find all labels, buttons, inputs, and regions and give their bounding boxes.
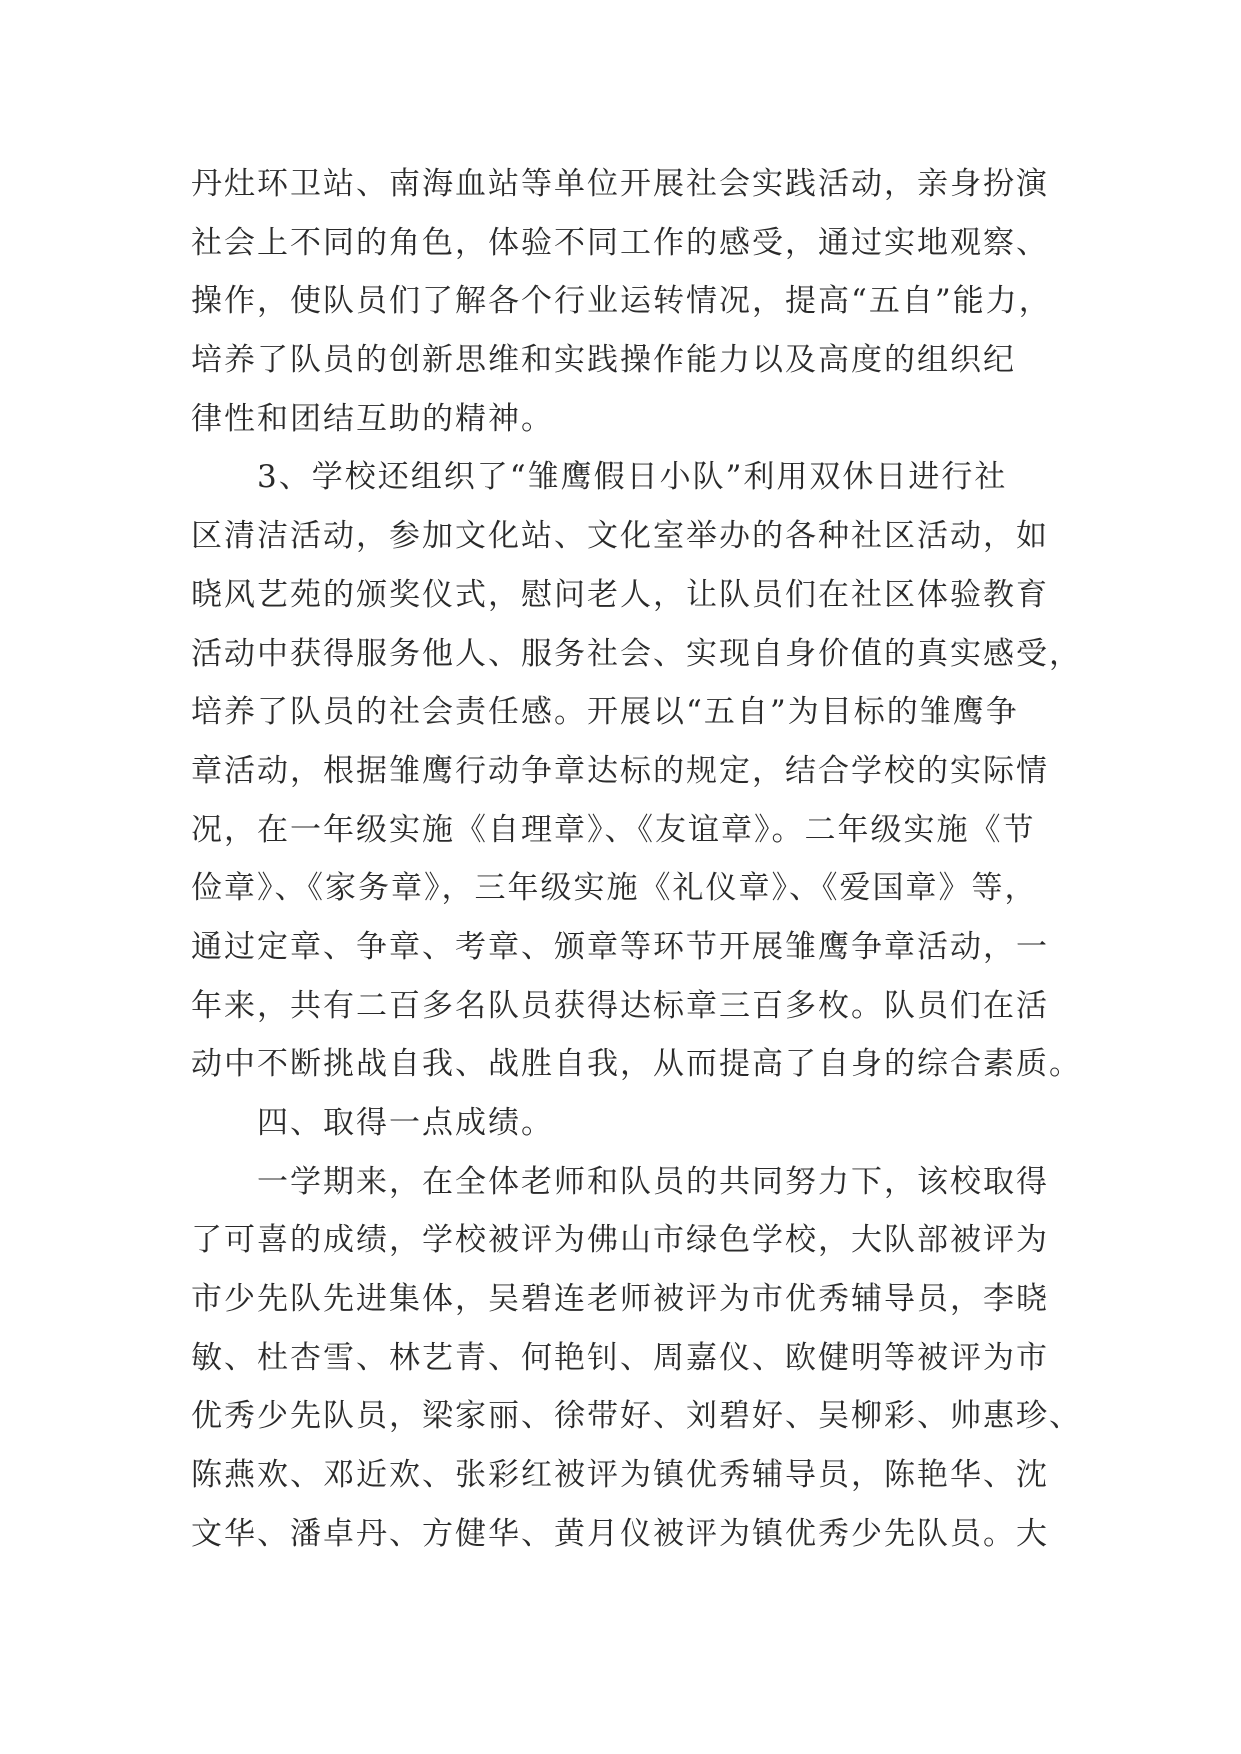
text-line: 陈燕欢、邓近欢、张彩红被评为镇优秀辅导员，陈艳华、沈 bbox=[191, 1457, 1049, 1494]
text-line: 晓风艺苑的颁奖仪式，慰问老人，让队员们在社区体验教育 bbox=[191, 576, 1049, 613]
text-line: 动中不断挑战自我、战胜自我，从而提高了自身的综合素质。 bbox=[191, 1046, 1082, 1083]
text-line: 培养了队员的社会责任感。开展以“五自”为目标的雏鹰争 bbox=[191, 694, 1019, 731]
text-line: 一学期来，在全体老师和队员的共同努力下，该校取得 bbox=[257, 1163, 1049, 1200]
text-line: 优秀少先队员，梁家丽、徐带好、刘碧好、吴柳彩、帅惠珍、 bbox=[191, 1398, 1082, 1435]
section-heading: 四、取得一点成绩。 bbox=[257, 1105, 554, 1141]
body-text bbox=[191, 155, 1082, 1564]
text-line: 敏、杜杏雪、林艺青、何艳钊、周嘉仪、欧健明等被评为市 bbox=[191, 1339, 1049, 1376]
text-line: 文华、潘卓丹、方健华、黄月仪被评为镇优秀少先队员。大 bbox=[191, 1515, 1049, 1552]
text-line: 了可喜的成绩，学校被评为佛山市绿色学校，大队部被评为 bbox=[191, 1222, 1049, 1259]
text-line: 律性和团结互助的精神。 bbox=[191, 400, 554, 437]
text-line: 市少先队先进集体，吴碧连老师被评为市优秀辅导员，李晓 bbox=[191, 1281, 1049, 1318]
text-line: 3、学校还组织了“雏鹰假日小队”利用双休日进行社 bbox=[257, 459, 1008, 496]
text-line: 况，在一年级实施《自理章》、《友谊章》。二年级实施《节 bbox=[191, 811, 1036, 848]
text-line: 活动中获得服务他人、服务社会、实现自身价值的真实感受， bbox=[191, 635, 1082, 672]
text-line: 年来，共有二百多名队员获得达标章三百多枚。队员们在活 bbox=[191, 987, 1049, 1024]
text-line: 操作，使队员们了解各个行业运转情况，提高“五自”能力， bbox=[191, 283, 1052, 320]
text-line: 社会上不同的角色，体验不同工作的感受，通过实地观察、 bbox=[191, 224, 1049, 261]
text-line: 区清洁活动，参加文化站、文化室举办的各种社区活动，如 bbox=[191, 518, 1049, 555]
text-line: 俭章》、《家务章》，三年级实施《礼仪章》、《爱国章》等， bbox=[191, 870, 1038, 907]
text-line: 培养了队员的创新思维和实践操作能力以及高度的组织纪 bbox=[191, 342, 1016, 379]
text-line: 通过定章、争章、考章、颁章等环节开展雏鹰争章活动，一 bbox=[191, 928, 1049, 965]
text-line: 章活动，根据雏鹰行动争章达标的规定，结合学校的实际情 bbox=[191, 752, 1049, 789]
text-line: 丹灶环卫站、南海血站等单位开展社会实践活动，亲身扮演 bbox=[191, 166, 1049, 202]
